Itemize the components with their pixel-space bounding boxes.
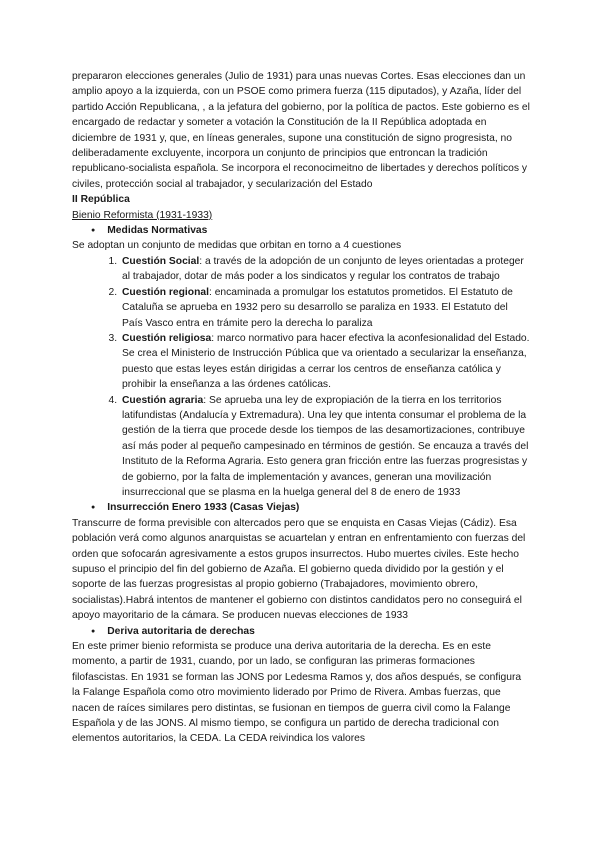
- document-page: [72, 69, 530, 747]
- subsection-heading: Bienio Reformista (1931-1933): [72, 209, 213, 221]
- section-heading: II República: [72, 194, 130, 206]
- list-item: [120, 393, 530, 501]
- insurreccion-title: ● Insurrección Enero 1933 (Casas Viejas): [91, 500, 530, 515]
- list-item-term: Cuestión agraria: [122, 394, 204, 406]
- deriva-paragraph: En este primer bienio reformista se produce una deriva autoritaria de la derecha. Es en este momento, a partir de 1931, cuando, por un lado, se configuran las primeras formaciones filofascistas. En 1931 se forman las JONS por Ledesma Ramos y, dos años después, se configura la Falange Española como otro movimiento liderado por Primo de Rivera. Ambas fuerzas, que nacen de raíces similares pero distintas, se fusionan en tiempos de guerra civil como la Falange Española y de las JONS. Al mismo tiempo, se configura un partido de derecha tradicional con elementos autoritarios, la CEDA. La CEDA reivindica los valores: [72, 641, 522, 745]
- list-item: [120, 254, 530, 285]
- list-item: [120, 331, 530, 393]
- intro-paragraph: prepararon elecciones generales (Julio de 1931) para unas nuevas Cortes. Esas elecciones dan un amplio apoyo a la izquierda, con un PSOE como primera fuerza (115 diputados), y Azaña, líder del partido Acción Republicana, , a la jefatura del gobierno, por la política de pactos. Este gobierno es el encargado de redactar y someter a votación la Constitución de la II República adoptada en diciembre de 1931 y, que, en líneas generales, supone una constitución de signo progresista, no deliberadamente excluyente, incorpora un conjunto de principios que entroncan la tradición republicano-socialista española. Se incorpora el reconocimeitno de libertades y derechos políticos y civiles, protección social al trabajador, y secularización del Estado: [72, 71, 530, 190]
- insurreccion-paragraph: Transcurre de forma previsible con altercados pero que se enquista en Casas Viejas (Cádiz). Esa población verá como algunos anarquistas se acuartelan y entran en enfrentamiento con fuerzas del orden que sofocarán agresivamente a estos grupos insurrectos. Hubo muertes civiles. Este hecho supuso el principio del fin del gobierno de Azaña. El gobierno queda dividido por la gestión y el soporte de las fuerzas progresistas al propio gobierno (Trabajadores, movimiento obrero, socialistas).Habrá intentos de mantener el gobierno con distintos candidatos pero no conseguirá el apoyo mayoritario de la cámara. Se producen nuevas elecciones de 1933: [72, 517, 526, 622]
- list-item-term: Cuestión religiosa: [122, 332, 212, 344]
- list-item-text: : encaminada a promulgar los estatutos prometidos. El Estatuto de Cataluña se aprueba en 1932 pero su desarrollo se paraliza en 1933. El Estatuto del País Vasco entra en trámite pero la derecha lo paraliza: [122, 286, 513, 329]
- list-item-term: Cuestión Social: [122, 255, 200, 267]
- list-item-text: : Se aprueba una ley de expropiación de la tierra en los territorios latifundistas (Andalucía y Extremadura). Una ley que intenta consumar el problema de la gestión de la tierra que procede desde los tiempos de las desamortizaciones, contribuye así más poder al pequeño campesinado en términos de gestión. Se encauza a través del Instituto de la Reforma Agraria. Esto genera gran fricción entre las fuerzas progresistas y de gobierno, por la falta de implementación y avances, generan una movilización insurreccional que se plasma en la huelga general del 8 de enero de 1933: [122, 394, 529, 498]
- list-item-text: : a través de la adopción de un conjunto de leyes orientadas a proteger al trabajador, dotar de más poder a los sindicatos y regular los contratos de trabajo: [122, 255, 524, 283]
- deriva-title: ● Deriva autoritaria de derechas: [91, 624, 530, 639]
- medidas-list: [72, 254, 530, 501]
- list-item-text: : marco normativo para hacer efectiva la aconfesionalidad del Estado. Se crea el Ministerio de Instrucción Pública que va orientado a secularizar la enseñanza, puesto que estas leyes están dirigidas a cerrar los centros de enseñanza católica y prohibir la enseñanza a las órdenes católicas.: [122, 332, 530, 391]
- medidas-title: ● Medidas Normativas: [91, 223, 530, 238]
- medidas-intro: Se adoptan un conjunto de medidas que orbitan en torno a 4 cuestiones: [72, 240, 402, 252]
- list-item-term: Cuestión regional: [122, 286, 209, 298]
- list-item: [120, 285, 530, 331]
